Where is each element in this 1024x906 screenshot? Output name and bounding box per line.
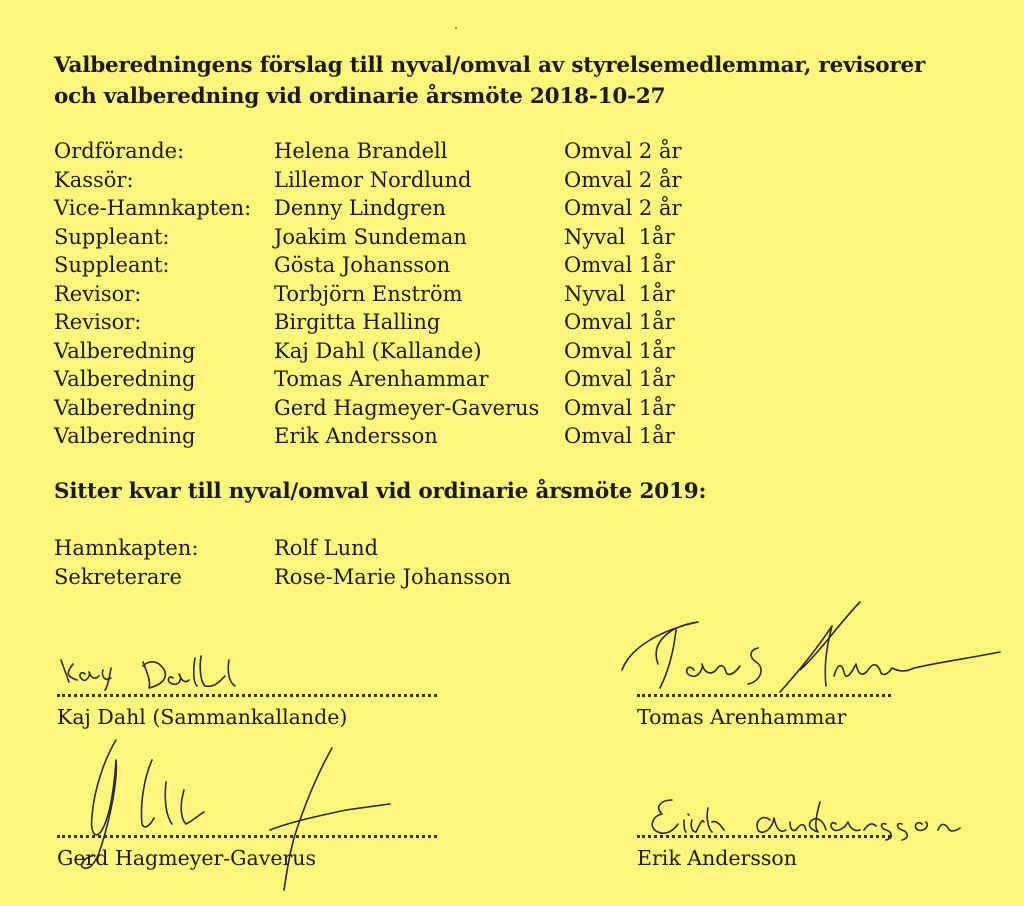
nomination-row: [0, 280, 1024, 308]
paper-speck: [455, 27, 457, 29]
nomination-role: Revisor:: [54, 281, 142, 306]
signature-gerd-hagmeyer-gaverus: [70, 720, 430, 900]
nomination-role: Vice-Hamnkapten:: [54, 196, 252, 220]
nomination-name: Lillemor Nordlund: [274, 167, 472, 192]
signature-printed-name: Tomas Arenhammar: [637, 705, 847, 729]
remaining-name: Rolf Lund: [274, 536, 379, 560]
nomination-term: Omval 1år: [564, 367, 675, 391]
document-title: [54, 50, 974, 112]
nomination-term: Omval 1år: [564, 253, 675, 277]
nomination-name: Denny Lindgren: [274, 196, 446, 220]
nomination-row: [0, 394, 1024, 422]
nomination-name: Joakim Sundeman: [274, 224, 467, 249]
signature-kaj-dahl: [55, 650, 255, 700]
nomination-role: Valberedning: [54, 367, 196, 391]
nomination-role: Suppleant:: [54, 253, 170, 277]
nomination-name: Torbjörn Enström: [274, 281, 463, 306]
remaining-row: [0, 563, 1024, 591]
signature-printed-name: Erik Andersson: [637, 846, 797, 870]
nomination-role: Valberedning: [54, 424, 196, 448]
nomination-term: Omval 2 år: [564, 196, 682, 220]
nomination-name: Kaj Dahl (Kallande): [274, 338, 482, 363]
signature-printed-name: Gerd Hagmeyer-Gaverus: [57, 846, 317, 870]
nomination-row: [0, 365, 1024, 393]
nomination-row: [0, 166, 1024, 194]
signature-tomas-arenhammar: [610, 592, 1010, 702]
nomination-name: Helena Brandell: [274, 139, 448, 163]
nomination-term: Nyval 1år: [564, 281, 675, 306]
nomination-role: Valberedning: [54, 395, 196, 420]
nomination-row: [0, 137, 1024, 165]
remaining-role: Sekreterare: [54, 564, 182, 589]
nomination-term: Omval 1år: [564, 338, 675, 363]
nomination-term: Nyval 1år: [564, 224, 675, 249]
nomination-term: Omval 1år: [564, 424, 675, 448]
nomination-role: Kassör:: [54, 167, 134, 192]
signature-printed-name: Kaj Dahl (Sammankallande): [57, 705, 348, 729]
nomination-term: Omval 2 år: [564, 167, 682, 192]
nomination-term: Omval 1år: [564, 395, 675, 420]
remaining-title: Sitter kvar till nyval/omval vid ordinarie årsmöte 2019:: [54, 479, 707, 504]
nomination-name: Gerd Hagmeyer-Gaverus: [274, 395, 540, 420]
title-line-1: Valberedningens förslag till nyval/omval av styrelsemedlemmar, revisorer: [54, 53, 926, 78]
nomination-role: Suppleant:: [54, 224, 170, 249]
signature-erik-andersson: [640, 790, 980, 860]
nomination-name: Gösta Johansson: [274, 253, 451, 277]
nomination-row: [0, 223, 1024, 251]
nomination-role: Ordförande:: [54, 139, 185, 163]
nomination-row: [0, 251, 1024, 279]
nomination-role: Valberedning: [54, 338, 196, 363]
nomination-row: [0, 308, 1024, 336]
nomination-term: Omval 2 år: [564, 139, 682, 163]
nomination-name: Erik Andersson: [274, 424, 438, 448]
nomination-row: [0, 194, 1024, 222]
title-line-2: och valberedning vid ordinarie årsmöte 2018-10-27: [54, 84, 666, 109]
remaining-name: Rose-Marie Johansson: [274, 564, 511, 589]
nomination-name: Tomas Arenhammar: [274, 367, 489, 391]
nomination-name: Birgitta Halling: [274, 310, 441, 334]
nomination-row: [0, 422, 1024, 450]
nomination-term: Omval 1år: [564, 310, 675, 334]
remaining-row: [0, 534, 1024, 562]
remaining-role: Hamnkapten:: [54, 536, 199, 560]
nomination-row: [0, 337, 1024, 365]
nomination-role: Revisor:: [54, 310, 142, 334]
